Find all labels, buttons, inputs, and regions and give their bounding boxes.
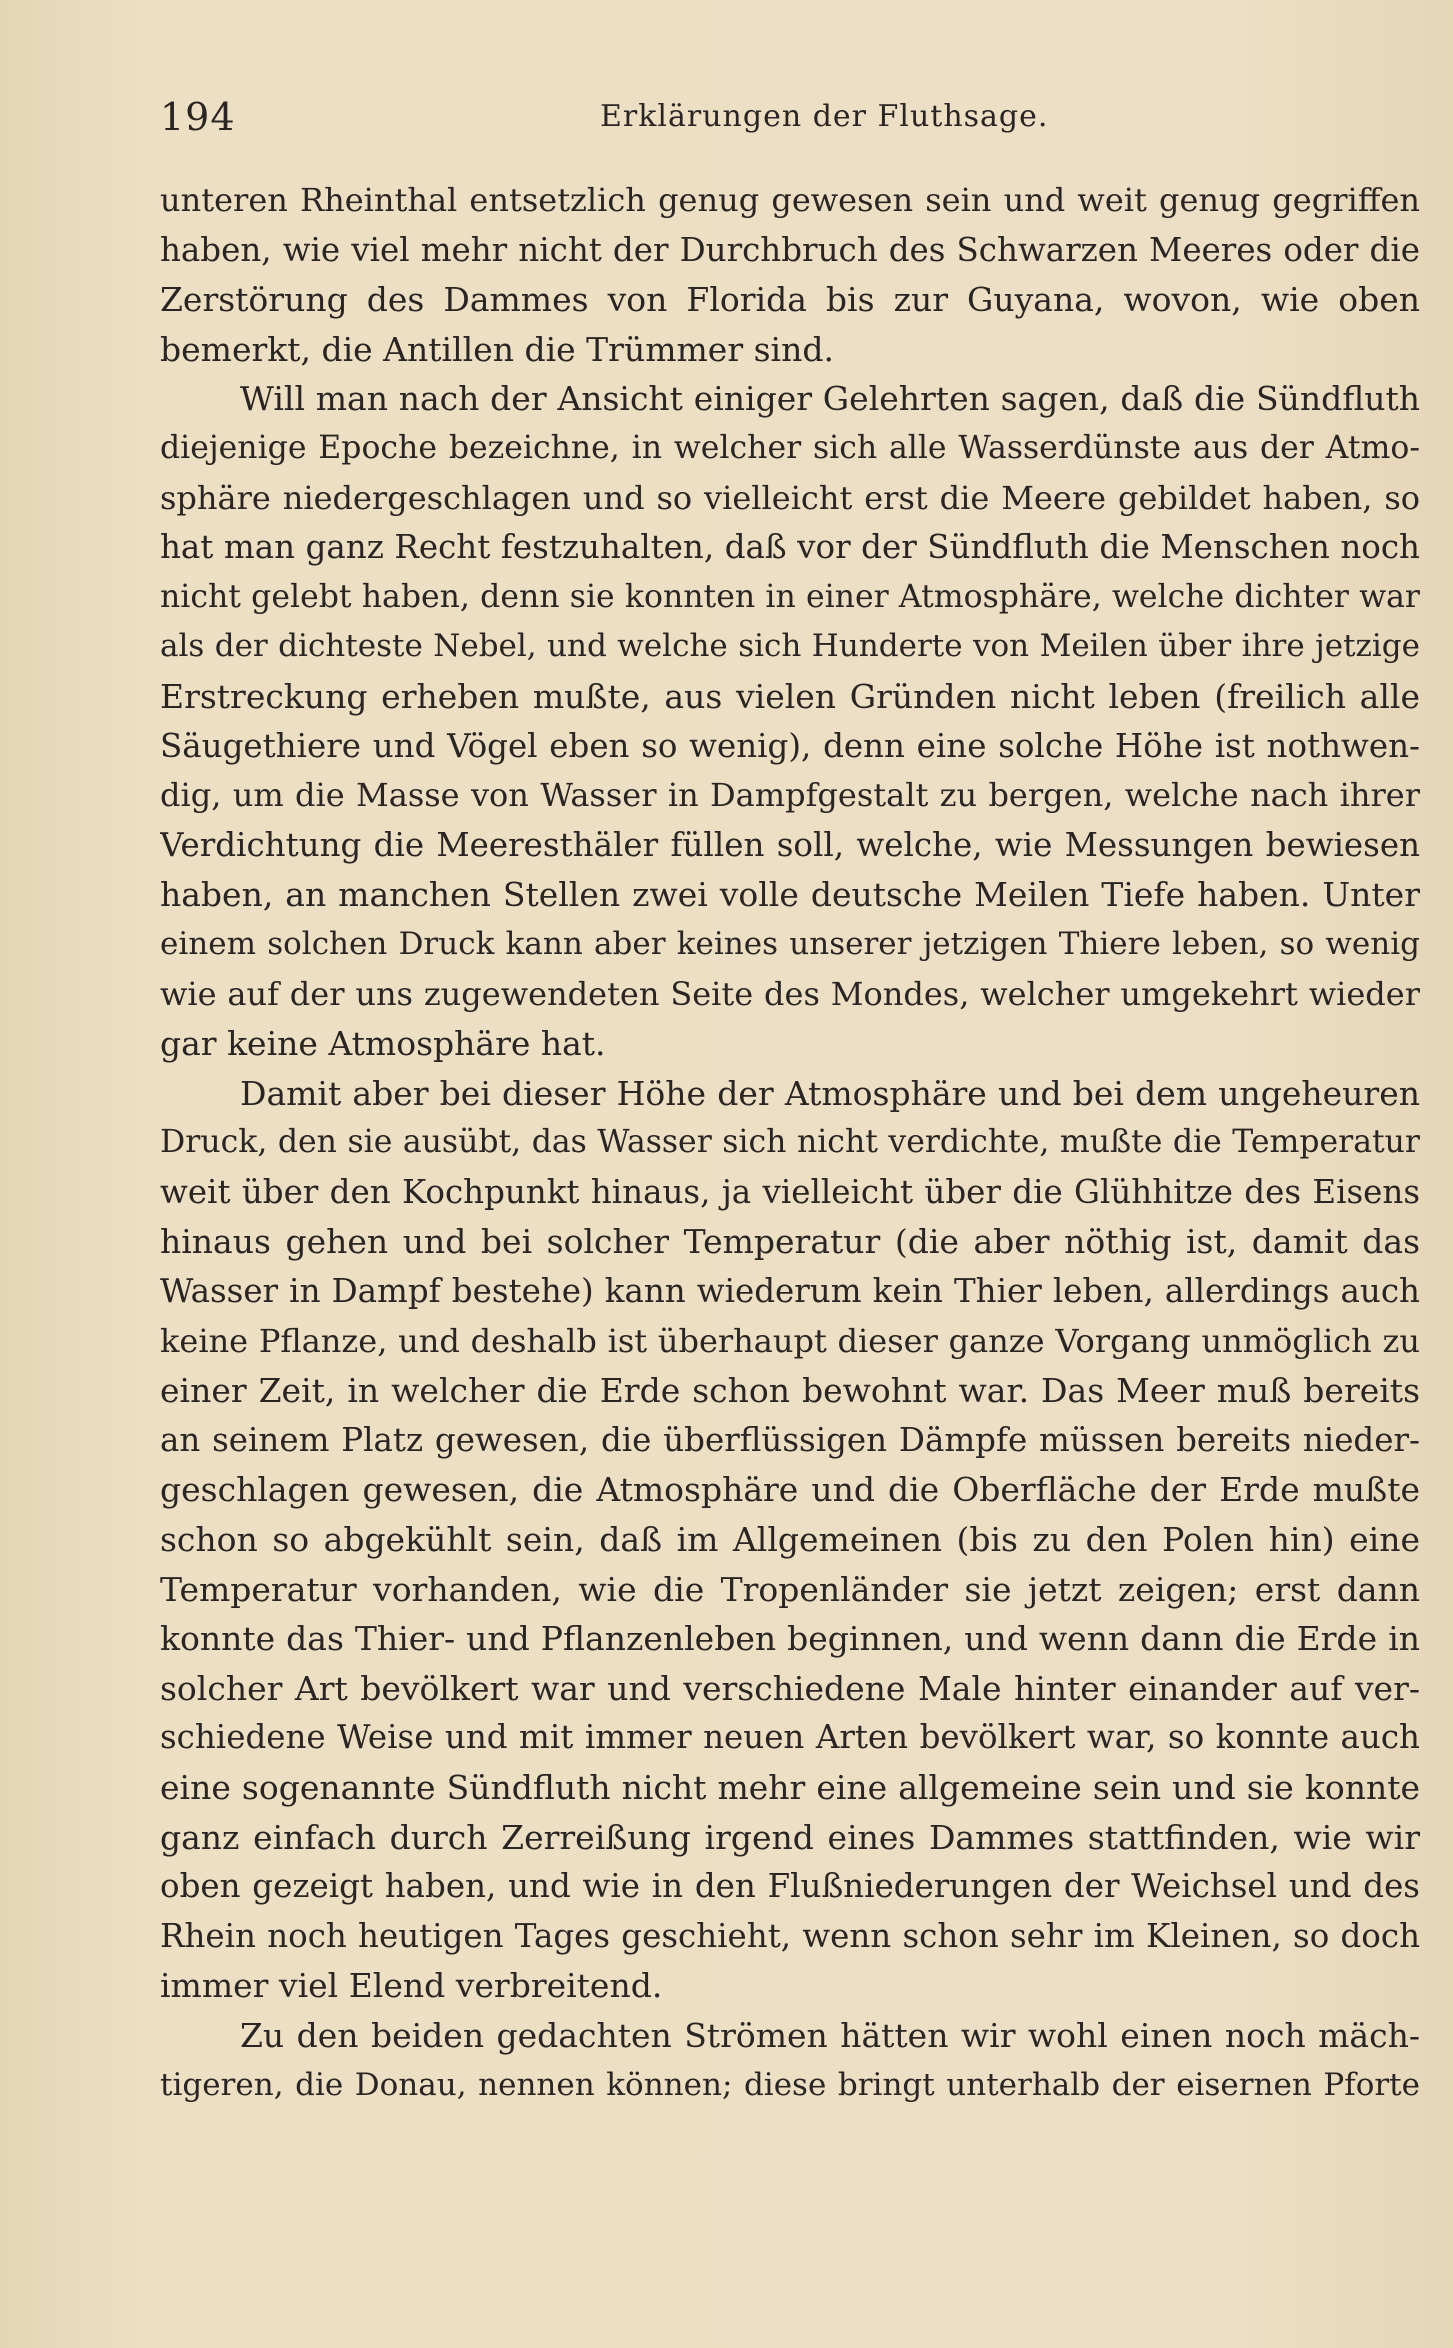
text-line: haben, wie viel mehr nicht der Durchbruch des Schwarzen Meeres oder die: [160, 230, 1420, 269]
text-line: bemerkt, die Antillen die Trümmer sind.: [160, 329, 834, 369]
text-line: Druck, den sie ausübt, das Wasser sich nicht verdichte, mußte die Temperatur: [160, 1124, 1420, 1161]
text-line: haben, an manchen Stellen zwei volle deutsche Meilen Tiefe haben. Unter: [160, 875, 1420, 915]
text-line: Zu den beiden gedachten Strömen hätten wir wohl einen noch mäch-: [240, 2015, 1420, 2055]
text-line: Säugethiere und Vögel eben so wenig), denn eine solche Höhe ist nothwen-: [160, 726, 1420, 765]
running-title: Erklärungen der Fluthsage.: [600, 99, 1049, 134]
text-line: schiedene Weise und mit immer neuen Arten bevölkert war, so konnte auch: [160, 1718, 1420, 1757]
text-line: hinaus gehen und bei solcher Temperatur (die aber nöthig ist, damit das: [160, 1222, 1420, 1262]
text-line: weit über den Kochpunkt hinaus, ja vielleicht über die Glühhitze des Eisens: [160, 1172, 1420, 1211]
text-line: Will man nach der Ansicht einiger Gelehrten sagen, daß die Sündfluth: [240, 379, 1420, 419]
text-line: einem solchen Druck kann aber keines unserer jetzigen Thiere leben, so wenig: [160, 925, 1420, 962]
text-line: schon so abgekühlt sein, daß im Allgemeinen (bis zu den Polen hin) eine: [160, 1520, 1420, 1560]
text-line: nicht gelebt haben, denn sie konnten in einer Atmosphäre, welche dichter war: [160, 578, 1420, 615]
text-line: Verdichtung die Meeresthäler füllen soll, welche, wie Messungen bewiesen: [160, 825, 1420, 864]
text-line: gar keine Atmosphäre hat.: [160, 1024, 606, 1064]
text-line: Zerstörung des Dammes von Florida bis zur Guyana, wovon, wie oben: [160, 280, 1420, 320]
text-line: immer viel Elend verbreitend.: [160, 1966, 663, 2006]
text-line: Damit aber bei dieser Höhe der Atmosphäre und bei dem ungeheuren: [240, 1073, 1420, 1113]
text-line: diejenige Epoche bezeichne, in welcher sich alle Wasserdünste aus der Atmo-: [160, 429, 1420, 466]
text-line: solcher Art bevölkert war und verschiedene Male hinter einander auf ver-: [160, 1668, 1420, 1708]
text-line: hat man ganz Recht festzuhalten, daß vor der Sündfluth die Menschen noch: [160, 528, 1420, 567]
text-line: einer Zeit, in welcher die Erde schon bewohnt war. Das Meer muß bereits: [160, 1371, 1420, 1411]
page-number: 194: [160, 95, 236, 139]
text-line: Temperatur vorhanden, wie die Tropenländer sie jetzt zeigen; erst dann: [160, 1569, 1420, 1609]
text-line: an seinem Platz gewesen, die überflüssigen Dämpfe müssen bereits nieder-: [160, 1420, 1420, 1459]
text-line: Erstreckung erheben mußte, aus vielen Gründen nicht leben (freilich alle: [160, 676, 1420, 716]
text-line: als der dichteste Nebel, und welche sich Hunderte von Meilen über ihre jetzige: [160, 628, 1420, 665]
text-line: eine sogenannte Sündfluth nicht mehr eine allgemeine sein und sie konnte: [160, 1768, 1420, 1807]
text-line: wie auf der uns zugewendeten Seite des Mondes, welcher umgekehrt wieder: [160, 974, 1420, 1013]
text-line: keine Pflanze, und deshalb ist überhaupt dieser ganze Vorgang unmöglich zu: [160, 1321, 1420, 1360]
text-line: unteren Rheinthal entsetzlich genug gewesen sein und weit genug gegriffen: [160, 181, 1420, 219]
text-line: oben gezeigt haben, und wie in den Flußniederungen der Weichsel und des: [160, 1867, 1420, 1906]
body-text: [160, 176, 1420, 2110]
text-line: sphäre niedergeschlagen und so vielleicht erst die Meere gebildet haben, so: [160, 478, 1420, 517]
text-line: geschlagen gewesen, die Atmosphäre und die Oberfläche der Erde mußte: [160, 1470, 1420, 1510]
page-header: [160, 95, 1420, 155]
text-line: Wasser in Dampf bestehe) kann wiederum kein Thier leben, allerdings auch: [160, 1272, 1420, 1311]
text-line: Rhein noch heutigen Tages geschieht, wenn schon sehr im Kleinen, so doch: [160, 1916, 1420, 1955]
text-line: dig, um die Masse von Wasser in Dampfgestalt zu bergen, welche nach ihrer: [160, 776, 1420, 815]
text-line: ganz einfach durch Zerreißung irgend eines Dammes stattfinden, wie wir: [160, 1817, 1420, 1857]
text-line: tigeren, die Donau, nennen können; diese bringt unterhalb der eisernen Pforte: [160, 2066, 1420, 2103]
text-line: konnte das Thier- und Pflanzenleben beginnen, und wenn dann die Erde in: [160, 1619, 1420, 1659]
